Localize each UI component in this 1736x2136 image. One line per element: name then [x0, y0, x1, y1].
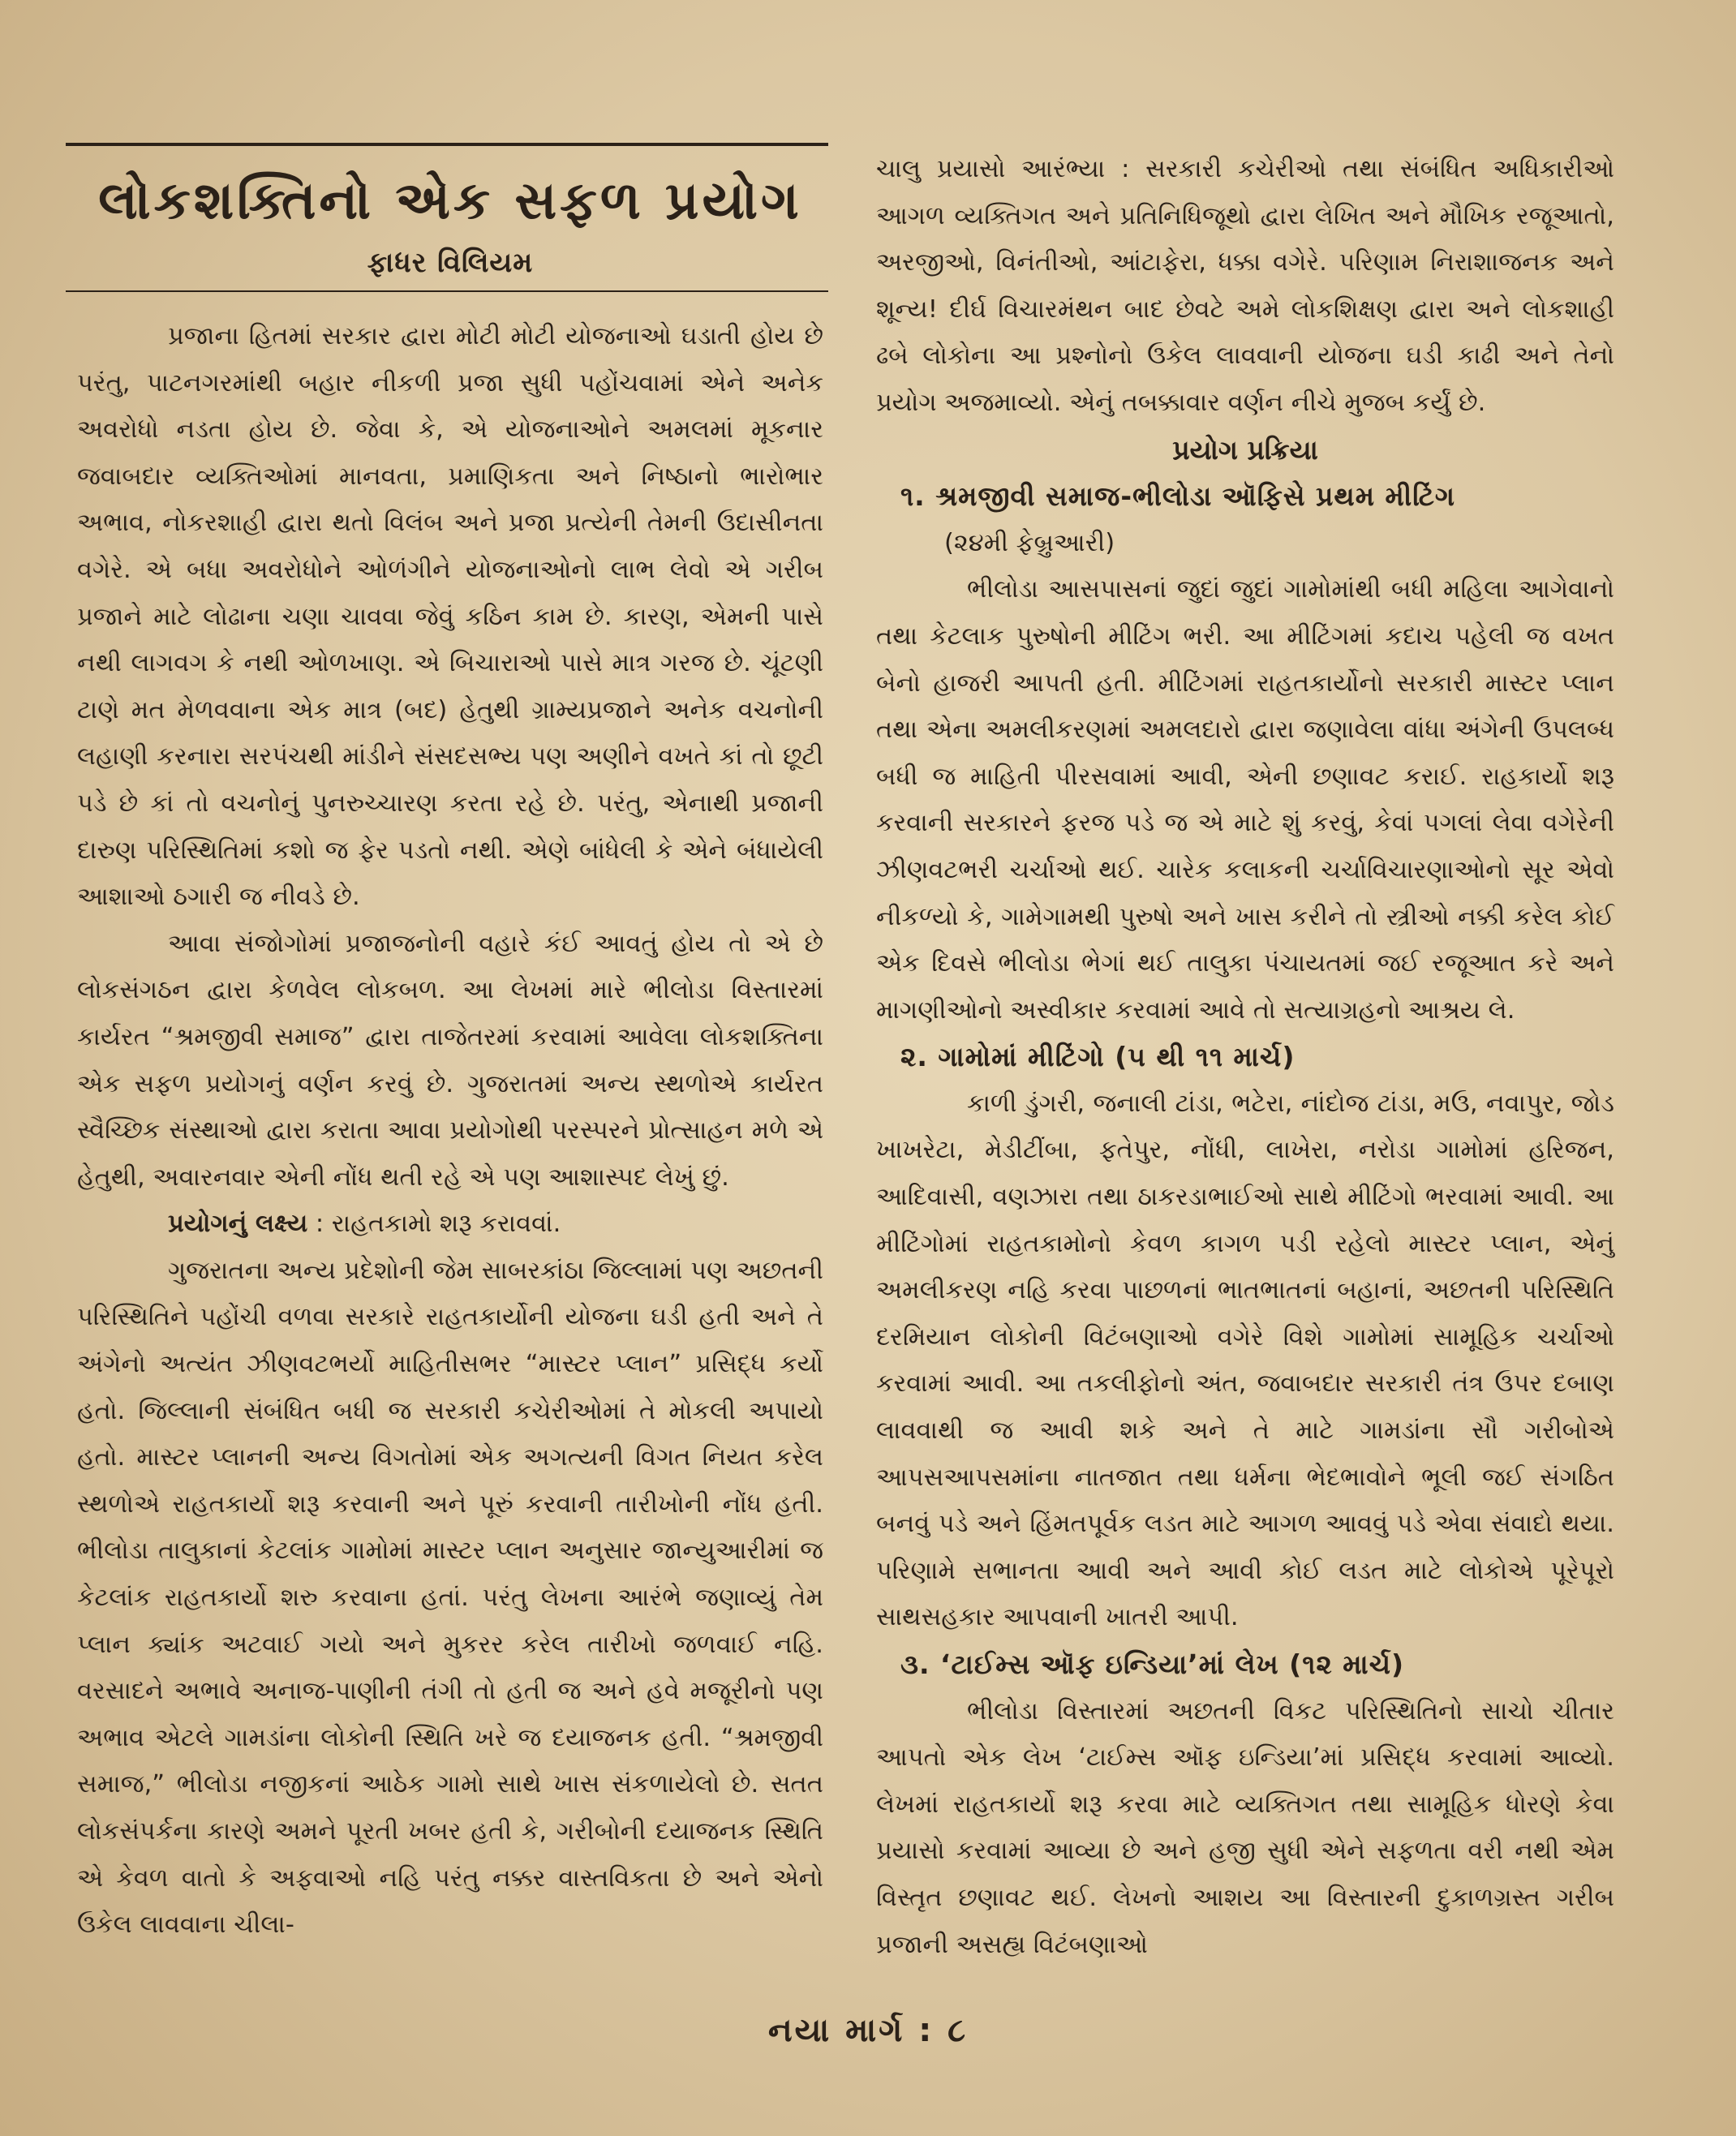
page-footer: નયા માર્ગ : ૮: [767, 2012, 969, 2049]
section-heading-1: ૧. શ્રમજીવી સમાજ-ભીલોડા ઑફિસે પ્રથમ મીટિંગ: [900, 480, 1455, 513]
article-author: ફાધર વિલિયમ: [367, 247, 534, 279]
paragraph-continued: ચાલુ પ્રયાસો આરંભ્યા : સરકારી કચેરીઓ તથા સંબંધિત અધિકારીઓ આગળ વ્યક્તિગત અને પ્રતિનિધિજૂથો દ્વારા લેખિત અને મૌખિક રજૂઆતો, અરજીઓ, વિનંતીઓ, આંટાફેરા, ધક્કા વગેરે. પરિણામ નિરાશાજનક અને શૂન્ય! દીર્ઘ વિચારમંથન બાદ છેવટે અમે લોકશિક્ષણ દ્વારા અને લોકશાહી ઢબે લોકોના આ પ્રશ્નોનો ઉકેલ લાવવાની યોજના ઘડી કાઢી અને તેનો પ્રયોગ અજમાવ્યો. એનું તબક્કાવાર વર્ણન નીચે મુજબ કર્યું છે.: [876, 155, 1614, 417]
goal-label: પ્રયોગનું લક્ષ્ય: [168, 1210, 308, 1239]
paragraph-gujarat: ગુજરાતના અન્ય પ્રદેશોની જેમ સાબરકાંઠા જિલ્લામાં પણ અછતની પરિસ્થિતિને પહોંચી વળવા સરકારે રાહતકાર્યોની યોજના ઘડી હતી અને તે અંગેનો અત્યંત ઝીણવટભર્યો માહિતીસભર “માસ્ટર પ્લાન” પ્રસિદ્ધ કર્યો હતો. જિલ્લાની સંબંધિત બધી જ સરકારી કચેરીઓમાં તે મોકલી અપાયો હતો. માસ્ટર પ્લાનની અન્ય વિગતોમાં એક અગત્યની વિગત નિયત કરેલ સ્થળોએ રાહતકાર્યો શરૂ કરવાની અને પૂરું કરવાની તારીખોની નોંધ હતી. ભીલોડા તાલુકાનાં કેટલાંક ગામોમાં માસ્ટર પ્લાન અનુસાર જાન્યુઆરીમાં જ કેટલાંક રાહતકાર્યો શરુ કરવાના હતાં. પરંતુ લેખના આરંભે જણાવ્યું તેમ પ્લાન ક્યાંક અટવાઈ ગયો અને મુકરર કરેલ તારીખો જળવાઈ નહિ. વરસાદને અભાવે અનાજ-પાણીની તંગી તો હતી જ અને હવે મજૂરીનો પણ અભાવ એટલે ગામડાંના લોકોની સ્થિતિ ખરે જ દયાજનક હતી. “શ્રમજીવી સમાજ,” ભીલોડા નજીકનાં આઠેક ગામો સાથે ખાસ સંકળાયેલો છે. સતત લોકસંપર્કના કારણે અમને પૂરતી ખબર હતી કે, ગરીબોની દયાજનક સ્થિતિ એ કેવળ વાતો કે અફવાઓ નહિ પરંતુ નક્કર વાસ્તવિકતા છે અને એનો ઉકેલ લાવવાના ચીલા-: [77, 1256, 823, 1940]
paragraph-section-2: કાળી ડુંગરી, જનાલી ટાંડા, ભટેરા, નાંદોજ ટાંડા, મઉ, નવાપુર, જોડ ખાખરેટા, મેડીટીંબા, ફતેપુર, નોંધી, લાખેરા, નરોડા ગામોમાં હરિજન, આદિવાસી, વણઝારા તથા ઠાકરડાભાઈઓ સાથે મીટિંગો ભરવામાં આવી. આ મીટિંગોમાં રાહતકામોનો કેવળ કાગળ પડી રહેલો માસ્ટર પ્લાન, એનું અમલીકરણ નહિ કરવા પાછળનાં ભાતભાતનાં બહાનાં, અછતની પરિસ્થિતિ દરમિયાન લોકોની વિટંબણાઓ વગેરે વિશે ગામોમાં સામૂહિક ચર્ચાઓ કરવામાં આવી. આ તકલીફોનો અંત, જવાબદાર સરકારી તંત્ર ઉપર દબાણ લાવવાથી જ આવી શકે અને તે માટે ગામડાંના સૌ ગરીબોએ આપસઆપસમાંના નાતજાત તથા ધર્મના ભેદભાવોને ભૂલી જઈ સંગઠિત બનવું પડે અને હિંમતપૂર્વક લડત માટે આગળ આવવું પડે એવા સંવાદો થયા. પરિણામે સભાનતા આવી અને આવી કોઈ લડત માટે લોકોએ પૂરેપૂરો સાથસહકાર આપવાની ખાતરી આપી.: [876, 1089, 1614, 1632]
paragraph-intro: પ્રજાના હિતમાં સરકાર દ્વારા મોટી મોટી યોજનાઓ ઘડાતી હોય છે પરંતુ, પાટનગરમાંથી બહાર નીકળી પ્રજા સુધી પહોંચવામાં એને અનેક અવરોધો નડતા હોય છે. જેવા કે, એ યોજનાઓને અમલમાં મૂકનાર જવાબદાર વ્યક્તિઓમાં માનવતા, પ્રમાણિકતા અને નિષ્ઠાનો ભારોભાર અભાવ, નોકરશાહી દ્વારા થતો વિલંબ અને પ્રજા પ્રત્યેની તેમની ઉદાસીનતા વગેરે. એ બધા અવરોધોને ઓળંગીને યોજનાઓનો લાભ લેવો એ ગરીબ પ્રજાને માટે લોઢાના ચણા ચાવવા જેવું કઠિન કામ છે. કારણ, એમની પાસે નથી લાગવગ કે નથી ઓળખાણ. એ બિચારાઓ પાસે માત્ર ગરજ છે. ચૂંટણી ટાણે મત મેળવવાના એક માત્ર (બદ) હેતુથી ગ્રામ્યપ્રજાને અનેક વચનોની લહાણી કરનારા સરપંચથી માંડીને સંસદસભ્ય પણ અણીને વખતે કાં તો છૂટી પડે છે કાં તો વચનોનું પુનરુચ્ચારણ કરતા રહે છે. પરંતુ, એનાથી પ્રજાની દારુણ પરિસ્થિતિમાં કશો જ ફેર પડતો નથી. એણે બાંધેલી કે એને બંધાયેલી આશાઓ ઠગારી જ નીવડે છે.: [77, 322, 823, 912]
paragraph-section-3: ભીલોડા વિસ્તારમાં અછતની વિકટ પરિસ્થિતિનો સાચો ચીતાર આપતો એક લેખ ‘ટાઈમ્સ ઑફ ઇન્ડિયા’માં પ્રસિદ્ધ કરવામાં આવ્યો. લેખમાં રાહતકાર્યો શરૂ કરવા માટે વ્યક્તિગત તથા સામૂહિક ધોરણે કેવા પ્રયાસો કરવામાં આવ્યા છે અને હજી સુધી એને સફળતા વરી નથી એમ વિસ્તૃત છણાવટ થઈ. લેખનો આશય આ વિસ્તારની દુકાળગ્રસ્ત ગરીબ પ્રજાની અસહ્ય વિટંબણાઓ: [876, 1696, 1614, 1959]
section-1-date: (૨૪મી ફેબ્રુઆરી): [944, 528, 1115, 557]
title-rule-bottom: [66, 290, 828, 292]
section-heading-3: ૩. ‘ટાઈમ્સ ઑફ ઇન્ડિયા’માં લેખ (૧૨ માર્ચ): [900, 1648, 1405, 1680]
section-heading-2: ૨. ગામોમાં મીટિંગો (૫ થી ૧૧ માર્ચ): [900, 1041, 1296, 1073]
goal-text: : રાહતકામો શરૂ કરાવવાં.: [315, 1210, 561, 1239]
goal-line: [77, 1201, 823, 1248]
left-column: [77, 143, 823, 1949]
paragraph-circumstances: આવા સંજોગોમાં પ્રજાજનોની વહારે કંઈ આવતું હોય તો એ છે લોકસંગઠન દ્વારા કેળવેલ લોકબળ. આ લેખમાં મારે ભીલોડા વિસ્તારમાં કાર્યરત “શ્રમજીવી સમાજ” દ્વારા તાજેતરમાં કરવામાં આવેલા લોકશક્તિના એક સફળ પ્રયોગનું વર્ણન કરવું છે. ગુજરાતમાં અન્ય સ્થળોએ કાર્યરત સ્વૈચ્છિક સંસ્થાઓ દ્વારા કરાતા આવા પ્રયોગોથી પરસ્પરને પ્રોત્સાહન મળે એ હેતુથી, અવારનવાર એની નોંધ થતી રહે એ પણ આશાસ્પદ લેખું છું.: [77, 929, 823, 1192]
right-column: [876, 146, 1614, 1968]
process-heading: પ્રયોગ પ્રક્રિયા: [1172, 433, 1318, 466]
article-title: લોકશક્તિનો એક સફળ પ્રયોગ: [98, 171, 802, 231]
paragraph-section-1: ભીલોડા આસપાસનાં જુદાં જુદાં ગામોમાંથી બધી મહિલા આગેવાનો તથા કેટલાક પુરુષોની મીટિંગ ભરી. આ મીટિંગમાં કદાચ પહેલી જ વખત બેનો હાજરી આપતી હતી. મીટિંગમાં રાહતકાર્યોનો સરકારી માસ્ટર પ્લાન તથા એના અમલીકરણમાં અમલદારો દ્વારા જણાવેલા વાંધા અંગેની ઉપલબ્ધ બધી જ માહિતી પીરસવામાં આવી, એની છણાવટ કરાઈ. રાહકાર્યો શરૂ કરવાની સરકારને ફરજ પડે જ એ માટે શું કરવું, કેવાં પગલાં લેવા વગેરેની ઝીણવટભરી ચર્ચાઓ થઈ. ચારેક કલાકની ચર્ચાવિચારણાઓનો સૂર એવો નીકળ્યો કે, ગામેગામથી પુરુષો અને ખાસ કરીને તો સ્ત્રીઓ નક્કી કરેલ કોઈ એક દિવસે ભીલોડા ભેગાં થઈ તાલુકા પંચાયતમાં જઈ રજૂઆત કરે અને માગણીઓનો અસ્વીકાર કરવામાં આવે તો સત્યાગ્રહનો આશ્રય લે.: [876, 575, 1614, 1025]
title-rule-top: [66, 143, 828, 146]
